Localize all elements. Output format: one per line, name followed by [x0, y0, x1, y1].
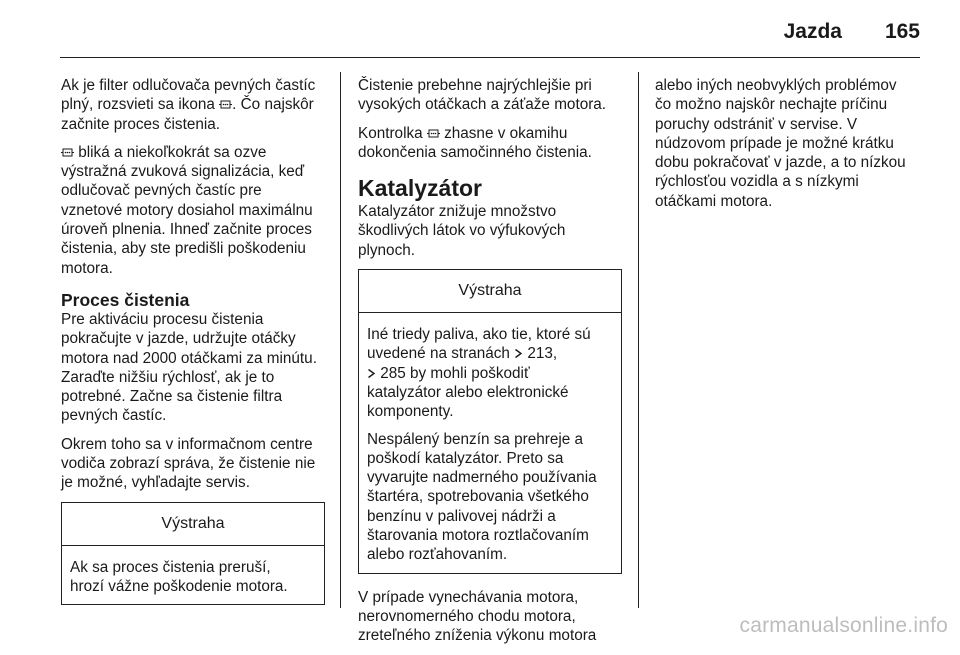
header-rule: [60, 57, 920, 58]
column-divider-2: [638, 72, 639, 608]
paragraph: Pre aktiváciu procesu čistenia pokračujte v jazde, udržujte otáčky motora nad 2000 otáčkami za minútu. Zaraďte nižšiu rýchlosť, ak je to potrebné. Začne sa čistenie filtra pevných častíc.: [61, 310, 317, 425]
reference-arrow-icon[interactable]: [367, 368, 376, 379]
warning-body: Ak sa proces čistenia preruší, hrozí vážne poškodenie motora.: [70, 558, 288, 595]
dpf-warning-icon: [427, 128, 440, 139]
column-2: [358, 76, 622, 655]
column-3: [655, 76, 921, 220]
reference-arrow-icon[interactable]: [514, 348, 523, 359]
section-heading: Proces čistenia: [61, 289, 190, 310]
warning-title: Výstraha: [359, 270, 621, 313]
page-reference[interactable]: 213,: [527, 345, 558, 363]
warning-body: Iné triedy paliva, ako tie, ktoré sú uvedené na stranách 213, 285 by mohli poškodiť katalyzátor alebo elektronické komponenty. Nespálený benzín sa prehreje a poškodí katalyzátor. Preto sa vyvarujte nadmerného používania štartéra, spotrebovania všetkého benzínu v palivovej nádrži a štarovania motora roztlačovaním alebo rozťahovaním.: [367, 326, 597, 564]
warning-box: [61, 502, 325, 606]
warning-box: [358, 269, 622, 574]
dpf-warning-icon: [61, 147, 74, 158]
paragraph: Čistenie prebehne najrýchlejšie pri vysokých otáčkach a záťaže motora.: [358, 77, 607, 114]
column-1: [61, 76, 325, 605]
paragraph: Kontrolka zhasne v okamihu dokončenia samočinného čistenia.: [358, 124, 592, 161]
paragraph: Katalyzátor znižuje množstvo škodlivých látok vo výfukových plynoch.: [358, 203, 566, 259]
watermark: carmanualsonline.info: [739, 614, 948, 637]
warning-title: Výstraha: [62, 503, 324, 546]
section-heading: Katalyzátor: [358, 175, 482, 202]
page-number: 165: [884, 20, 920, 43]
chapter-title: Jazda: [783, 20, 842, 43]
column-divider-1: [340, 72, 341, 608]
paragraph: Ak je filter odlučovača pevných častíc plný, rozsvieti sa ikona . Čo najskôr začnite proces čistenia.: [61, 77, 316, 133]
dpf-warning-icon: [219, 99, 232, 110]
paragraph: alebo iných neobvyklých problémov čo možno najskôr nechajte príčinu poruchy odstrániť v servise. V núdzovom prípade je možné krátku dobu pokračovať v jazde, a to nízkou rýchlosťou vozidla a s nízkymi otáčkami motora.: [655, 77, 906, 210]
paragraph: V prípade vynechávania motora, nerovnomerného chodu motora, zreteľného zníženia výkonu motora: [358, 588, 597, 645]
paragraph: bliká a niekoľkokrát sa ozve výstražná zvuková signalizácia, keď odlučovač pevných častíc pre vznetové motory dosiahol maximálnu úroveň plnenia. Ihneď začnite proces čistenia, aby ste predišli poškodeniu motora.: [61, 143, 313, 277]
page-header: [60, 0, 920, 58]
paragraph: Okrem toho sa v informačnom centre vodiča zobrazí správa, že čistenie nie je možné, vyhľadajte servis.: [61, 435, 316, 492]
